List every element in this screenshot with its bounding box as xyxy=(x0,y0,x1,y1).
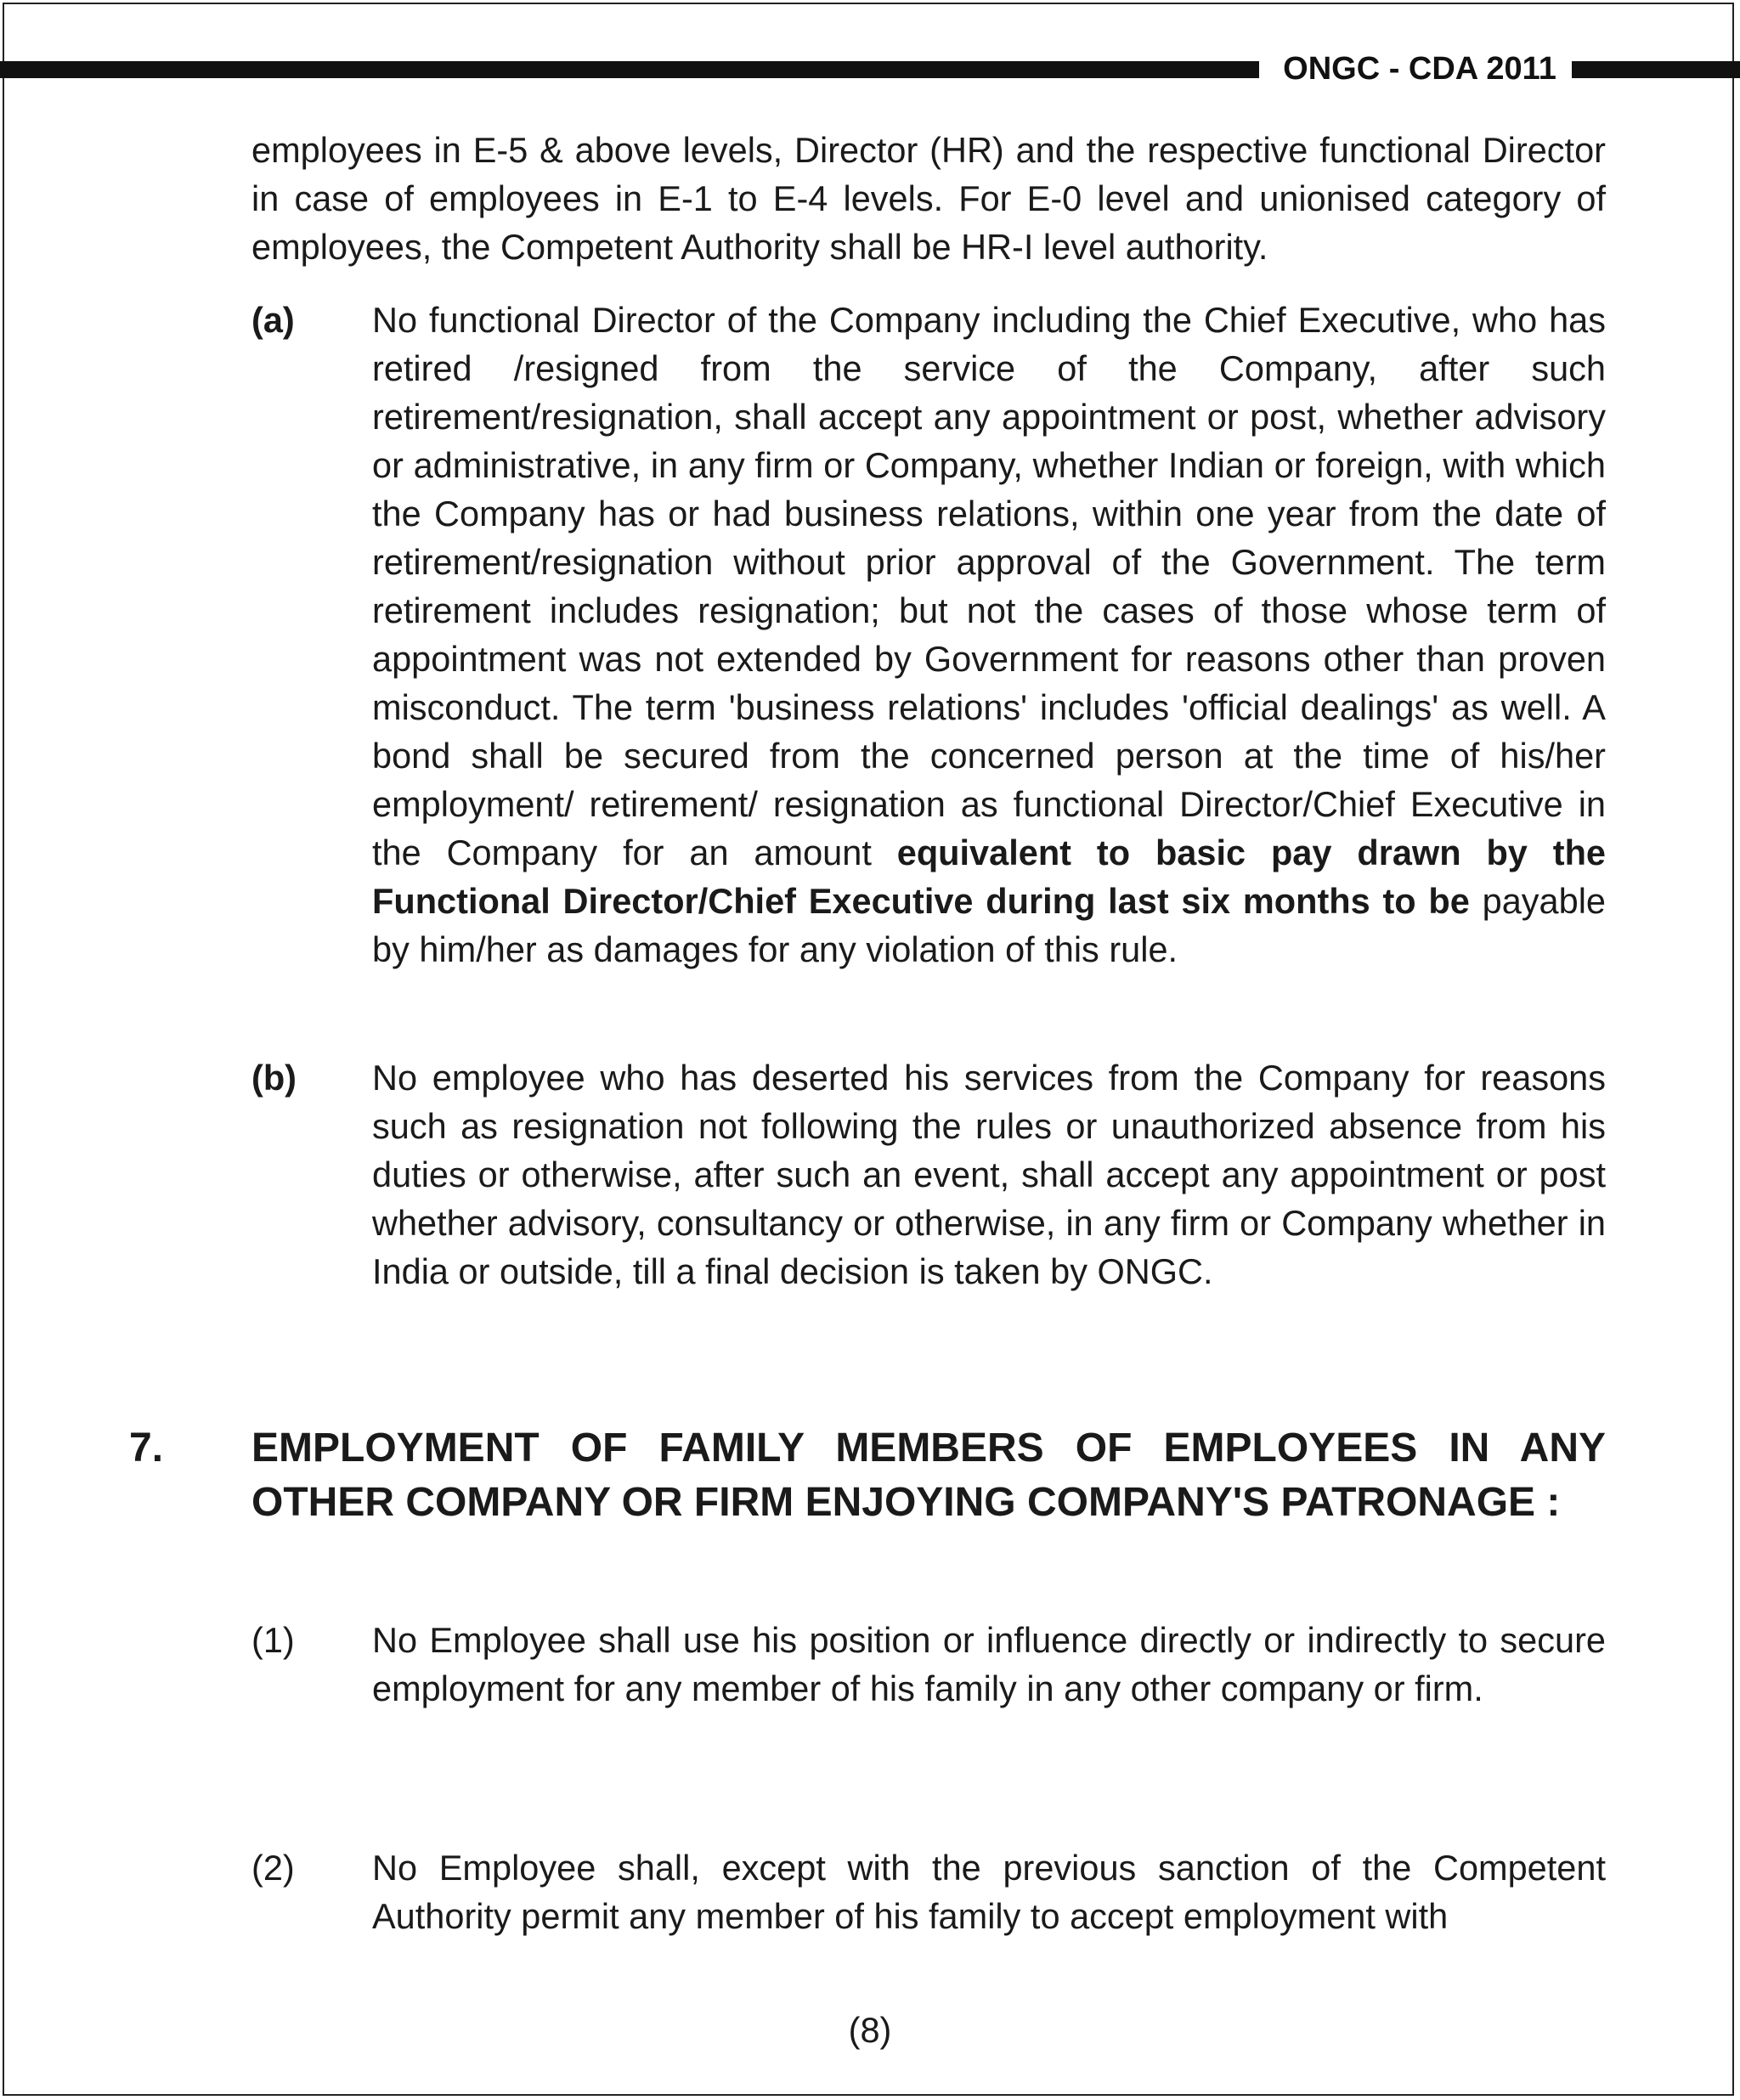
item-a-text-end: payable by him/her as damages for any violation of this rule. xyxy=(372,881,1606,969)
clause-1-label: (1) xyxy=(251,1620,295,1660)
item-a-label: (a) xyxy=(251,300,295,340)
item-b-text: No employee who has deserted his services from the Company for reasons such as resignation not following the rules or unauthorized absence from his duties or otherwise, after such an event, shall accept any appointment or post whether advisory, consultancy or otherwise, in any firm or Company whether in India or outside, till a final decision is taken by ONGC. xyxy=(372,1058,1606,1291)
section-heading: EMPLOYMENT OF FAMILY MEMBERS OF EMPLOYEES IN ANY OTHER COMPANY OR FIRM ENJOYING COMPANY'S PATRONAGE : xyxy=(251,1425,1606,1525)
item-b-label: (b) xyxy=(251,1058,297,1098)
section-number: 7. xyxy=(129,1425,164,1471)
intro-paragraph: employees in E-5 & above levels, Director (HR) and the respective functional Director in case of employees in E-1 to E-4 levels. For E-0 level and unionised category of employees, the Competent Authority shall be HR-I level authority. xyxy=(251,130,1606,267)
clause-2-text: No Employee shall, except with the previous sanction of the Competent Authority permit any member of his family to accept employment with xyxy=(372,1848,1606,1936)
item-a-text-bold: equivalent to basic pay drawn by the Functional Director/Chief Executive during last six months to be xyxy=(372,833,1607,921)
item-a-text-start: No functional Director of the Company including the Chief Executive, who has retired /resigned from the service of the Company, after such retirement/resignation, shall accept any appointment or post, whether advisory or administrative, in any firm or Company, whether Indian or foreign, with which the Company has or had business relations, within one year from the date of retirement/resignation without prior approval of the Government. The term retirement includes resignation; but not the cases of those whose term of appointment was not extended by Government for reasons other than proven misconduct. The term 'business relations' includes 'official dealings' as well. A bond shall be secured from the concerned person at the time of his/her employment/ retirement/ resignation as functional Director/Chief Executive in the Company for an amount xyxy=(372,300,1606,872)
header-rule-right xyxy=(1572,61,1740,78)
running-header-title: ONGC - CDA 2011 xyxy=(1283,51,1556,87)
header-rule-left xyxy=(0,61,1259,78)
page-number: (8) xyxy=(848,2010,892,2050)
clause-1-text: No Employee shall use his position or influence directly or indirectly to secure employment for any member of his family in any other company or firm. xyxy=(372,1620,1606,1708)
item-a-text xyxy=(372,296,1606,974)
clause-2-label: (2) xyxy=(251,1848,295,1888)
